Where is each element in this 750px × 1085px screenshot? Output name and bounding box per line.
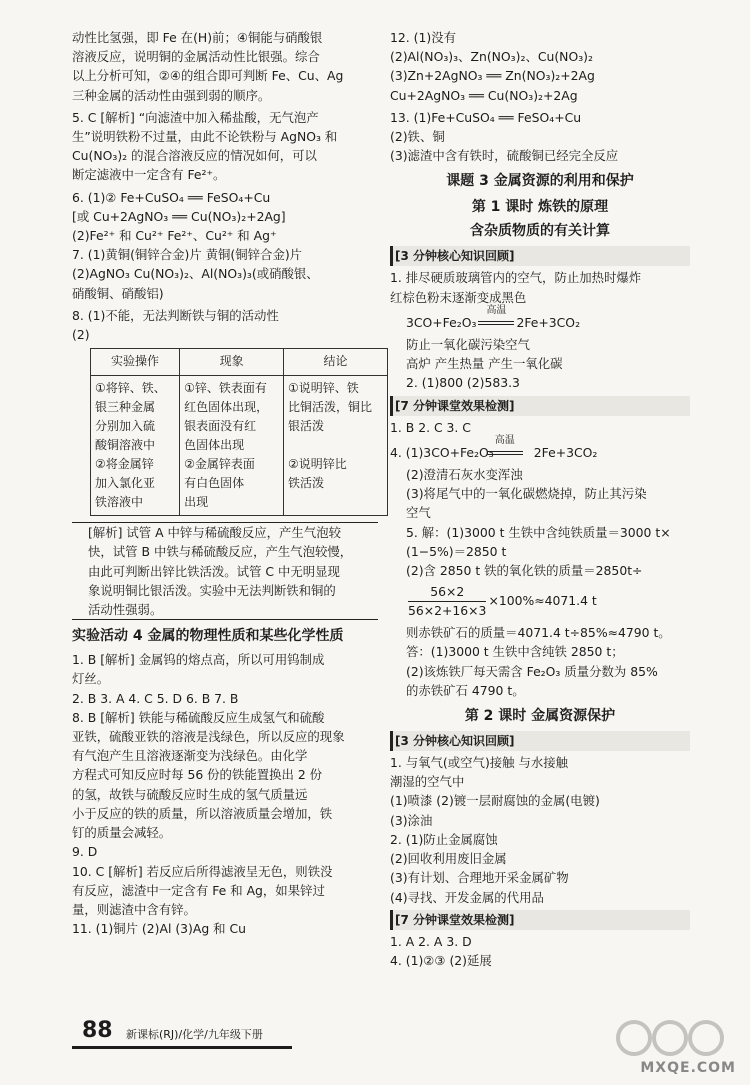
section-bar: [7 分钟课堂效果检测] xyxy=(390,396,690,416)
table-cell-operation xyxy=(91,376,180,516)
text-line: ②说明锌比 xyxy=(288,457,347,472)
text-line xyxy=(288,493,383,512)
answer-q8 xyxy=(72,306,378,344)
text-line xyxy=(288,436,383,455)
answer-q5 xyxy=(72,108,378,185)
text-line: 分别加入硫 xyxy=(95,419,156,434)
text-line: 量，则滤渣中含有锌。 xyxy=(72,901,196,917)
text-line: 以上分析可知，②④的组合即可判断 Fe、Cu、Ag xyxy=(72,68,344,84)
test-2 xyxy=(390,465,690,580)
knowledge-1 xyxy=(390,268,690,306)
text-line: 溶液反应，说明铜的金属活动性比银强。综合 xyxy=(72,49,320,65)
text-line: (4)寻找、开发金属的代用品 xyxy=(390,889,544,905)
section-bar: [3 分钟核心知识回顾] xyxy=(390,246,690,266)
text-line: 小于反应的铁的质量，所以溶液质量会增加，铁 xyxy=(72,805,333,821)
test-1 xyxy=(390,418,690,437)
text-line: Cu+2AgNO₃ ══ Cu(NO₃)₂+2Ag xyxy=(390,87,578,103)
text-line: 三种金属的活动性由强到弱的顺序。 xyxy=(72,87,271,103)
answer-q12 xyxy=(390,28,690,105)
text-line: (2)铁、铜 xyxy=(390,129,445,145)
text-line: (2)Al(NO₃)₃、Zn(NO₃)₂、Cu(NO₃)₂ xyxy=(390,49,593,65)
text-line: 银表面没有红 xyxy=(184,419,257,434)
text-line: 铁活泼 xyxy=(288,476,325,491)
answer-q13 xyxy=(390,108,690,166)
fraction: $\frac{56\times 2}{56\times 2+16\times 3}$ xyxy=(408,584,487,619)
equation-2 xyxy=(390,434,690,462)
text-line: 铁溶液中 xyxy=(95,495,144,510)
page-number: 88 xyxy=(82,1018,113,1043)
text-line: 1. A 2. A 3. D xyxy=(390,933,472,949)
text-line: 7. (1)黄铜(铜锌合金)片 黄铜(铜锌合金)片 xyxy=(72,247,303,263)
text-line: 有气泡产生且溶液逐渐变为浅绿色。由化学 xyxy=(72,748,308,764)
experiment-table xyxy=(90,348,388,516)
text-line: Cu(NO₃)₂ 的混合溶液反应的情况如何，可以 xyxy=(72,148,317,164)
left-column xyxy=(72,28,378,941)
analysis-block xyxy=(72,522,378,620)
text-line: 生”说明铁粉不过量，由此不论铁粉与 AgNO₃ 和 xyxy=(72,129,338,145)
text-line: 亚铁，硫酸亚铁的溶液是浅绿色，所以反应的现象 xyxy=(72,729,345,745)
text-line: 有反应，滤渣中一定含有 Fe 和 Ag，如果锌过 xyxy=(72,882,325,898)
text-line: 10. C [解析] 若反应后所得滤液呈无色，则铁没 xyxy=(72,863,333,879)
text-line: (2)澄清石灰水变浑浊 xyxy=(406,467,523,483)
text-line: 比铜活泼，铜比 xyxy=(288,400,373,415)
text-line: 银三种金属 xyxy=(95,400,156,415)
text-line: 红色固体出现， xyxy=(184,400,269,415)
text-line: (2)AgNO₃ Cu(NO₃)₂、Al(NO₃)₃(或硝酸银、 xyxy=(72,266,319,282)
text-line: 的赤铁矿石 4790 t。 xyxy=(406,682,525,698)
text-line: (2)Fe²⁺ 和 Cu²⁺ Fe²⁺、Cu²⁺ 和 Ag⁺ xyxy=(72,228,277,244)
right-column xyxy=(390,28,690,973)
text-line: 潮湿的空气中 xyxy=(390,774,465,790)
watermark-text: MXQE.COM xyxy=(640,1060,736,1076)
equation-1 xyxy=(390,304,690,332)
lesson1-title: 第 1 课时 炼铁的原理 xyxy=(471,199,609,216)
text-line: 13. (1)Fe+CuSO₄ ══ FeSO₄+Cu xyxy=(390,109,582,125)
footer-text: 新课标(RJ)/化学/九年级下册 xyxy=(126,1028,263,1041)
text-line: 12. (1)没有 xyxy=(390,30,456,45)
knowledge-2 xyxy=(390,753,690,907)
text-line: ②将金属锌 xyxy=(95,457,154,472)
table-header: 实验操作 xyxy=(91,349,180,376)
text-line: 快，试管 B 中铁与稀硫酸反应，产生气泡较慢， xyxy=(88,544,353,560)
table-header: 结论 xyxy=(284,349,388,376)
text-line: 酸铜溶液中 xyxy=(95,438,156,453)
text-line: (2)含 2850 t 铁的氧化铁的质量＝2850t÷ xyxy=(406,563,643,579)
text-line: 加入氯化亚 xyxy=(95,476,156,491)
text-line: 11. (1)铜片 (2)Al (3)Ag 和 Cu xyxy=(72,921,246,937)
text-line: 有白色固体 xyxy=(184,476,245,491)
text-line: 出现 xyxy=(184,495,209,510)
text-line: ①将锌、铁、 xyxy=(95,381,166,396)
text-line: (2)回收利用废旧金属 xyxy=(390,851,507,867)
table-cell-phenomenon xyxy=(180,376,284,516)
text-line: 硝酸铜、硝酸铝) xyxy=(72,285,164,301)
text-line: 空气 xyxy=(406,505,431,521)
text-line: 灯丝。 xyxy=(72,671,110,687)
text-line: 则赤铁矿石的质量＝4071.4 t÷85%≈4790 t。 xyxy=(406,625,671,641)
text-line: 2. (1)防止金属腐蚀 xyxy=(390,831,498,847)
section-bar: [3 分钟核心知识回顾] xyxy=(390,731,690,751)
text-line: 2. B 3. A 4. C 5. D 6. B 7. B xyxy=(72,690,239,706)
fraction-line xyxy=(390,583,690,620)
text-line: 6. (1)② Fe+CuSO₄ ══ FeSO₄+Cu xyxy=(72,189,271,205)
test-4 xyxy=(390,932,690,970)
text-line: 的氢，故铁与硫酸反应时生成的氢气质量远 xyxy=(72,786,308,802)
footer-rule xyxy=(72,1046,292,1049)
page-footer xyxy=(72,1018,684,1044)
text-line: 色固体出现 xyxy=(184,438,245,453)
text-line: (3)将尾气中的一氧化碳燃烧掉，防止其污染 xyxy=(406,486,647,502)
text-line: ①锌、铁表面有 xyxy=(184,381,267,396)
text-line: (3)有计划、合理地开采金属矿物 xyxy=(390,870,569,886)
reaction-arrow: 高温 xyxy=(494,443,534,462)
lesson1-subtitle: 含杂质物质的有关计算 xyxy=(470,223,610,240)
text-line: 8. B [解析] 铁能与稀硫酸反应生成氢气和硫酸 xyxy=(72,709,325,725)
text-line: [解析] 试管 A 中锌与稀硫酸反应，产生气泡较 xyxy=(88,525,341,541)
text-line: 1. 排尽硬质玻璃管内的空气，防止加热时爆炸 xyxy=(390,270,642,286)
reaction-arrow: 高温 xyxy=(476,313,516,332)
activity-title: 实验活动 4 金属的物理性质和某些化学性质 xyxy=(72,628,344,645)
activity-answers xyxy=(72,650,378,938)
text-line: 红棕色粉末逐渐变成黑色 xyxy=(390,289,527,305)
text-line: 1. B 2. C 3. C xyxy=(390,419,471,435)
text-line: 动性比氢强，即 Fe 在(H)前；④铜能与硝酸银 xyxy=(72,30,323,45)
text-line: (2) xyxy=(72,327,90,343)
section-bar: [7 分钟课堂效果检测] xyxy=(390,910,690,930)
knowledge-1b xyxy=(390,335,690,393)
text-line: (1)喷漆 (2)镀一层耐腐蚀的金属(电镀) xyxy=(390,793,600,809)
test-3 xyxy=(390,623,690,700)
text-line: 1. 与氧气(或空气)接触 与水接触 xyxy=(390,755,569,771)
topic-title: 课题 3 金属资源的利用和保护 xyxy=(446,173,634,190)
text-line: 8. (1)不能，无法判断铁与铜的活动性 xyxy=(72,307,279,323)
text-line: (1−5%)＝2850 t xyxy=(406,543,507,559)
text-line: [或 Cu+2AgNO₃ ══ Cu(NO₃)₂+2Ag] xyxy=(72,208,286,224)
equation-right: 2Fe+3CO₂ xyxy=(533,444,598,460)
equation-left: 3CO+Fe₂O₃ xyxy=(406,314,477,330)
text-line: 高炉 产生热量 产生一氧化碳 xyxy=(406,356,563,372)
answer-intro xyxy=(72,28,378,105)
text-line: (3)滤渣中含有铁时，硫酸铜已经完全反应 xyxy=(390,148,619,164)
text-line: 5. 解：(1)3000 t 生铁中含纯铁质量＝3000 t× xyxy=(406,524,671,540)
text-line: 5. C [解析] “向滤渣中加入稀盐酸，无气泡产 xyxy=(72,109,319,125)
lesson2-title: 第 2 课时 金属资源保护 xyxy=(464,708,616,725)
text-line: 4. (1)②③ (2)延展 xyxy=(390,952,492,968)
equation-right: 2Fe+3CO₂ xyxy=(516,314,581,330)
text-line: (3)涂油 xyxy=(390,812,433,828)
text-line: 断定滤液中一定含有 Fe²⁺。 xyxy=(72,167,226,183)
text-line: 象说明铜比银活泼。实验中无法判断铁和铜的 xyxy=(88,582,336,598)
text-line: ①说明锌、铁 xyxy=(288,381,359,396)
table-cell-conclusion xyxy=(284,376,388,516)
table-header: 现象 xyxy=(180,349,284,376)
text-line: 方程式可知反应时每 56 份的铁能置换出 2 份 xyxy=(72,767,323,783)
text-line: (2)该炼铁厂每天需含 Fe₂O₃ 质量分数为 85% xyxy=(406,663,658,679)
text-line: (3)Zn+2AgNO₃ ══ Zn(NO₃)₂+2Ag xyxy=(390,68,595,84)
equation-left: 4. (1)3CO+Fe₂O₃ xyxy=(390,444,494,460)
text-line: 活动性强弱。 xyxy=(88,602,163,618)
answer-q6-q7 xyxy=(72,188,378,303)
text-line: 1. B [解析] 金属钨的熔点高，所以可用钨制成 xyxy=(72,652,325,668)
text-line: 钉的质量会减轻。 xyxy=(72,825,172,841)
text-line: 2. (1)800 (2)583.3 xyxy=(406,375,520,391)
text-line: 9. D xyxy=(72,844,98,860)
fraction-tail: ×100%≈4071.4 t xyxy=(488,593,597,609)
text-line: 防止一氧化碳污染空气 xyxy=(406,337,530,353)
text-line: 由此可判断出锌比铁活泼。试管 C 中无明显现 xyxy=(88,563,340,579)
text-line: ②金属锌表面 xyxy=(184,457,255,472)
text-line: 银活泼 xyxy=(288,419,325,434)
text-line: 答：(1)3000 t 生铁中含纯铁 2850 t； xyxy=(406,644,624,660)
